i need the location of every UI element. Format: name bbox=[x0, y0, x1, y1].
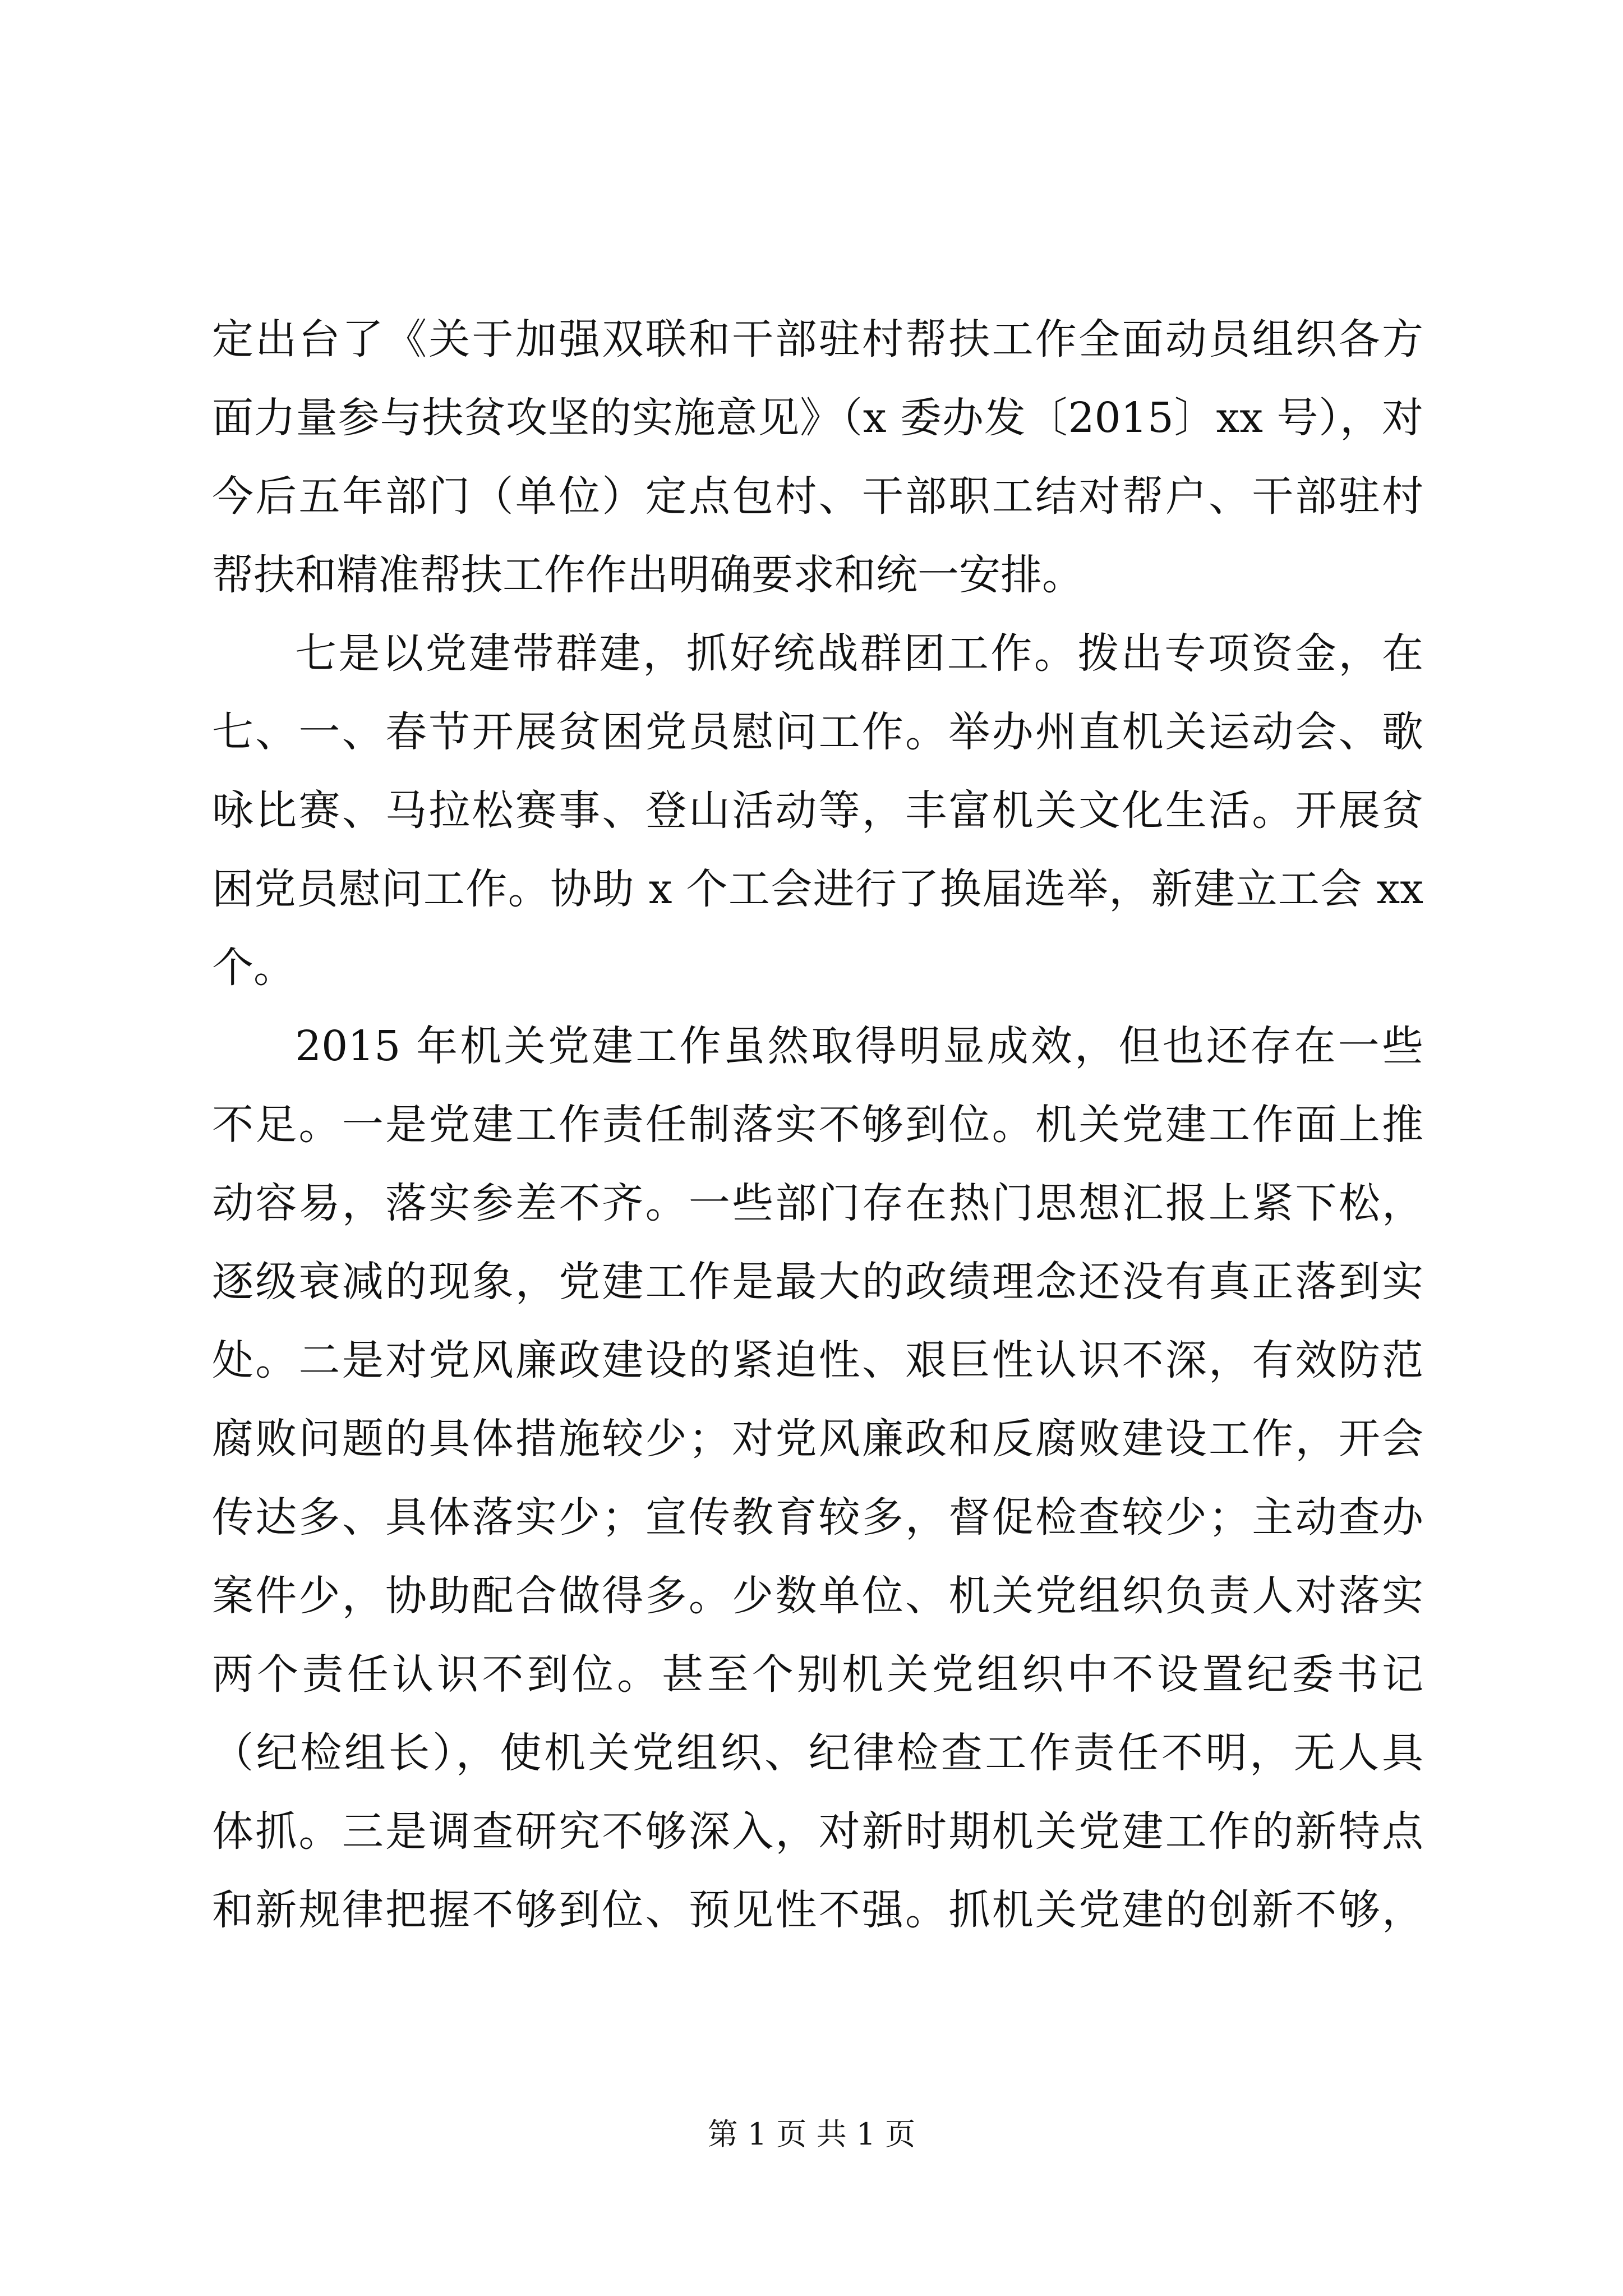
paragraph-3-line-12: 和新规律把握不够到位、预见性不强。抓机关党建的创新不够， bbox=[212, 1886, 1423, 1934]
paragraph-3-line-7: 传达多、具体落实少；宣传教育较多，督促检查较少；主动查办 bbox=[212, 1493, 1423, 1542]
paragraph-1-line-2: 面力量参与扶贫攻坚的实施意见》（x 委办发〔2015〕xx 号），对 bbox=[212, 394, 1423, 442]
page-footer bbox=[0, 2115, 1623, 2154]
paragraph-3-line-5: 处。二是对党风廉政建设的紧迫性、艰巨性认识不深，有效防范 bbox=[212, 1336, 1423, 1384]
paragraph-3-line-11: 体抓。三是调查研究不够深入，对新时期机关党建工作的新特点 bbox=[212, 1807, 1423, 1856]
paragraph-1-line-3: 今后五年部门（单位）定点包村、干部职工结对帮户、干部驻村 bbox=[212, 472, 1423, 521]
page-number-label: 第 1 页 共 1 页 bbox=[707, 2116, 916, 2152]
paragraph-2-line-4: 困党员慰问工作。协助 x 个工会进行了换届选举，新建立工会 xx bbox=[212, 865, 1423, 913]
paragraph-3-line-9: 两个责任认识不到位。甚至个别机关党组织中不设置纪委书记 bbox=[212, 1650, 1423, 1699]
paragraph-3-line-10: （纪检组长），使机关党组织、纪律检查工作责任不明，无人具 bbox=[212, 1729, 1423, 1777]
paragraph-3-line-4: 逐级衰减的现象，党建工作是最大的政绩理念还没有真正落到实 bbox=[212, 1258, 1423, 1306]
paragraph-3-line-3: 动容易，落实参差不齐。一些部门存在热门思想汇报上紧下松， bbox=[212, 1179, 1423, 1227]
paragraph-3-line-2: 不足。一是党建工作责任制落实不够到位。机关党建工作面上推 bbox=[212, 1101, 1423, 1149]
paragraph-2-line-3: 咏比赛、马拉松赛事、登山活动等，丰富机关文化生活。开展贫 bbox=[212, 786, 1423, 835]
paragraph-2-line-1: 七是以党建带群建，抓好统战群团工作。拨出专项资金，在 bbox=[295, 629, 1423, 678]
document-body bbox=[212, 300, 1423, 1949]
paragraph-1-line-1: 定出台了《关于加强双联和干部驻村帮扶工作全面动员组织各方 bbox=[212, 315, 1423, 364]
paragraph-3-line-8: 案件少，协助配合做得多。少数单位、机关党组织负责人对落实 bbox=[212, 1572, 1423, 1620]
paragraph-2-line-2: 七、一、春节开展贫困党员慰问工作。举办州直机关运动会、歌 bbox=[212, 708, 1423, 756]
paragraph-3-line-1: 2015 年机关党建工作虽然取得明显成效，但也还存在一些 bbox=[295, 1022, 1423, 1070]
paragraph-2-line-5: 个。 bbox=[212, 944, 295, 992]
paragraph-1-line-4: 帮扶和精准帮扶工作作出明确要求和统一安排。 bbox=[212, 551, 1083, 599]
paragraph-3-line-6: 腐败问题的具体措施较少；对党风廉政和反腐败建设工作，开会 bbox=[212, 1415, 1423, 1463]
